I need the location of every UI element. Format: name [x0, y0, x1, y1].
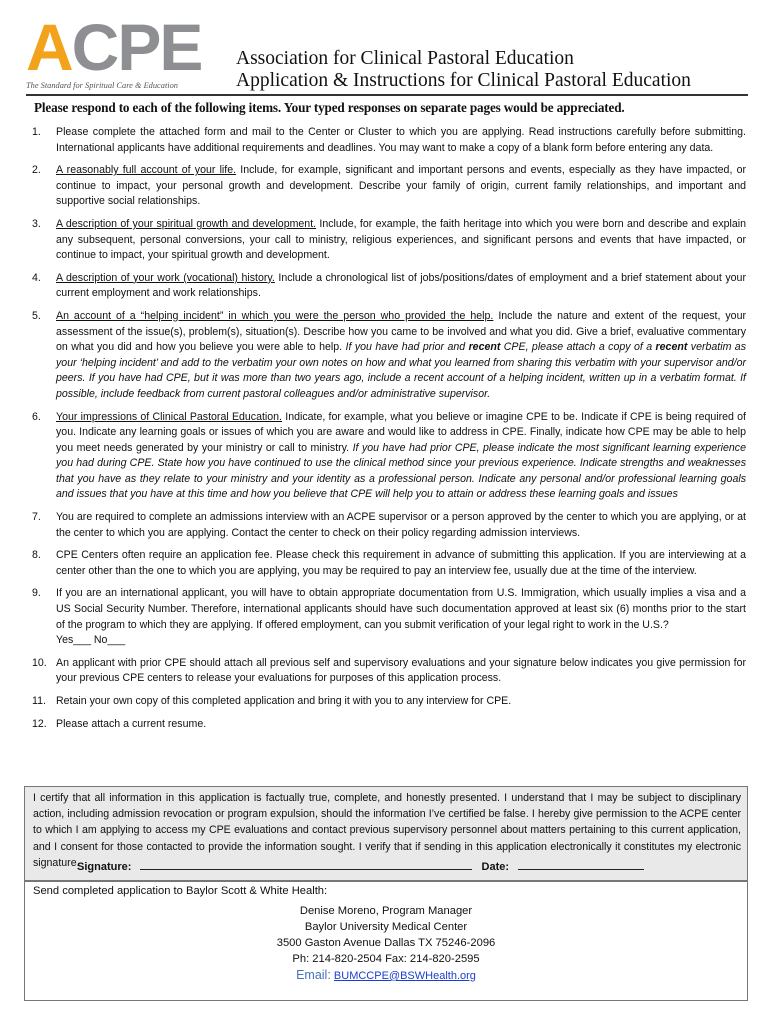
contact-block	[25, 903, 747, 984]
item-number: 4.	[32, 271, 41, 284]
item-number: 11.	[32, 695, 46, 707]
item-number: 12.	[32, 717, 47, 730]
list-item	[24, 309, 746, 403]
list-item	[24, 410, 746, 504]
acpe-logo	[26, 10, 226, 94]
item-text: An applicant with prior CPE should attach all previous self and supervisory evaluations and your signature below indicates you give permission for your previous CPE centers to release your evaluations for purposes of this application process.	[56, 656, 746, 685]
logo-tagline: The Standard for Spiritual Care & Education	[26, 81, 178, 90]
item-text: Include, for example, significant and important persons and events, especially as they have impacted, or continue to impact, your personal growth and development. Describe your family of origin, current family relationships, and important and supportive social relationships.	[56, 164, 746, 208]
item-italic-note: verbatim as your ‘helping incident’ and add to the verbatim your own notes on how and what you learned from sharing this verbatim with your supervisor and/or peers. If you have had CPE, but it was more than two years ago, include a recent account of a helping incident, written up in a verbatim format. If possible, include feedback from current pastoral colleagues and/or administrative supervisor.	[56, 341, 747, 400]
item-number: 9.	[32, 587, 41, 600]
header-divider	[26, 94, 748, 96]
item-text: Indicate, for example, what you believe or imagine CPE to be. Indicate if CPE is being required of you. Indicate any learning goals or issues of which you are aware and would like to address in CPE. Finally, indicate how CPE may be able to help you meet needs generated by your ministry or call to ministry.	[56, 410, 746, 454]
item-italic-note: CPE, please attach a copy of a	[500, 341, 656, 354]
item-text: If you are an international applicant, you will have to obtain appropriate documentation from U.S. Immigration, which usually implies a visa and a US Social Security Number. Therefore, international applicants should have such documentation approved at least six (6) months prior to the start of the program to which they are applying. If offered employment, can you submit verification of your legal right to work in the U.S.?	[56, 587, 746, 631]
signature-field[interactable]	[140, 860, 472, 870]
list-item	[24, 510, 746, 541]
contact-address: 3500 Gaston Avenue Dallas TX 75246-2096	[276, 937, 496, 949]
item-heading: Your impressions of Clinical Pastoral Education.	[56, 410, 283, 423]
item-text: Please complete the attached form and mail to the Center or Cluster to which you are applying. Read instructions carefully before submitting. International applicants have additional requirements and deadlines. You may want to make a copy of a blank form before entering any data.	[56, 126, 746, 154]
item-heading: A description of your spiritual growth and development.	[56, 217, 317, 230]
item-text: You are required to complete an admissions interview with an ACPE supervisor or a person approved by the center to which you are applying, or at the center to which you are applying. Contact the center to check on their policy regarding admission interviews.	[56, 511, 746, 539]
item-number: 2.	[32, 164, 41, 177]
list-item	[24, 656, 746, 687]
list-item	[24, 125, 746, 156]
item-emphasis: recent	[655, 341, 688, 354]
email-link[interactable]: BUMCCPE@BSWHealth.org	[333, 970, 476, 982]
list-item	[24, 163, 746, 210]
work-eligibility-answer[interactable]: Yes___ No___	[56, 634, 126, 647]
item-number: 8.	[32, 549, 41, 562]
instruction-list	[24, 125, 746, 739]
certification-text: I certify that all information in this application is factually true, complete, and honestly presented. I understand that I may be subject to disciplinary action, including admission revocation or program expulsion, should the information I’ve certified be false. I hereby give permission to the ACPE center to which I am applying to access my CPE evaluations and contact previous supervisory personnel about matters pertaining to this current application, and I consent for those contacted to provide the information sought. I verify that if sending in this application electronically it constitutes my electronic signature.	[33, 792, 741, 869]
item-heading: An account of a “helping incident” in which you were the person who provided the help.	[56, 309, 494, 322]
item-text: Include, for example, the faith heritage into which you were born and describe and explain any subsequent, personal conversions, your call to ministry, religious experiences, and significant persons and events that have impacted, or continue to impact, your spiritual growth and development.	[56, 217, 746, 262]
list-item	[24, 271, 746, 302]
item-heading: A description of your work (vocational) history.	[56, 271, 275, 284]
title-line-1: Association for Clinical Pastoral Education	[236, 48, 574, 69]
list-item	[24, 694, 746, 710]
contact-org: Baylor University Medical Center	[304, 921, 468, 933]
date-field[interactable]	[518, 860, 644, 870]
item-text: CPE Centers often require an application fee. Please check this requirement in advance of submitting this application. If you are interviewing at a center other than the one to which you are applying, you may be required to pay an interview fee, usually due at the time of the interview.	[56, 549, 746, 577]
item-text: Please attach a current resume.	[56, 717, 207, 730]
item-number: 5.	[32, 309, 41, 322]
document-header	[0, 0, 770, 96]
logo-wordmark: ACPE	[26, 10, 202, 84]
contact-email-row	[25, 967, 747, 984]
item-number: 3.	[32, 217, 41, 230]
item-number: 6.	[32, 410, 41, 423]
mailing-info-box	[24, 881, 748, 1001]
list-item	[24, 717, 746, 733]
list-item	[24, 548, 746, 579]
item-number: 1.	[32, 126, 41, 138]
date-label: Date:	[481, 861, 510, 873]
list-item	[24, 586, 746, 648]
signature-label: Signature:	[77, 861, 132, 873]
signature-row	[77, 860, 644, 873]
item-number: 7.	[32, 511, 41, 524]
item-italic-note: If you have had prior and	[342, 341, 469, 354]
item-text: Include a chronological list of jobs/positions/dates of employment and a brief statement about your current employment and work relationships.	[56, 271, 746, 300]
item-italic-note: If you have had prior CPE, please indicate the most significant learning experience you had during CPE. State how you have continued to use the clinical method since your previous experience. Indicate strengths and weaknesses that you have as they relate to your ministry and your identity as a professional person. Indicate any personal and/or professional learning goals and issues that you have at this time and how you believe that CPE will help you to attain or address these learning goals and issues	[56, 441, 746, 501]
contact-phone: Ph: 214-820-2504 Fax: 214-820-2595	[292, 953, 480, 965]
contact-name: Denise Moreno, Program Manager	[299, 905, 473, 917]
item-emphasis: recent	[468, 341, 501, 354]
email-label: Email:	[296, 968, 331, 982]
item-heading: A reasonably full account of your life.	[56, 164, 237, 177]
title-line-2: Application & Instructions for Clinical Pastoral Education	[236, 70, 691, 91]
certification-box	[24, 786, 748, 881]
item-text: Include the nature and extent of the request, your assessment of the issue(s), problem(s), situation(s). Describe how you came to be involved and what you did. Give a brief, evaluative commentary on what you did and how you believe you were able to help.	[56, 309, 746, 354]
document-title	[236, 48, 691, 92]
send-label: Send completed application to Baylor Scott & White Health:	[33, 885, 328, 897]
item-number: 10.	[32, 656, 47, 669]
intro-instruction: Please respond to each of the following items. Your typed responses on separate pages would be appreciated.	[34, 100, 625, 115]
item-text: Retain your own copy of this completed application and bring it with you to any interview for CPE.	[56, 695, 512, 707]
list-item	[24, 217, 746, 264]
